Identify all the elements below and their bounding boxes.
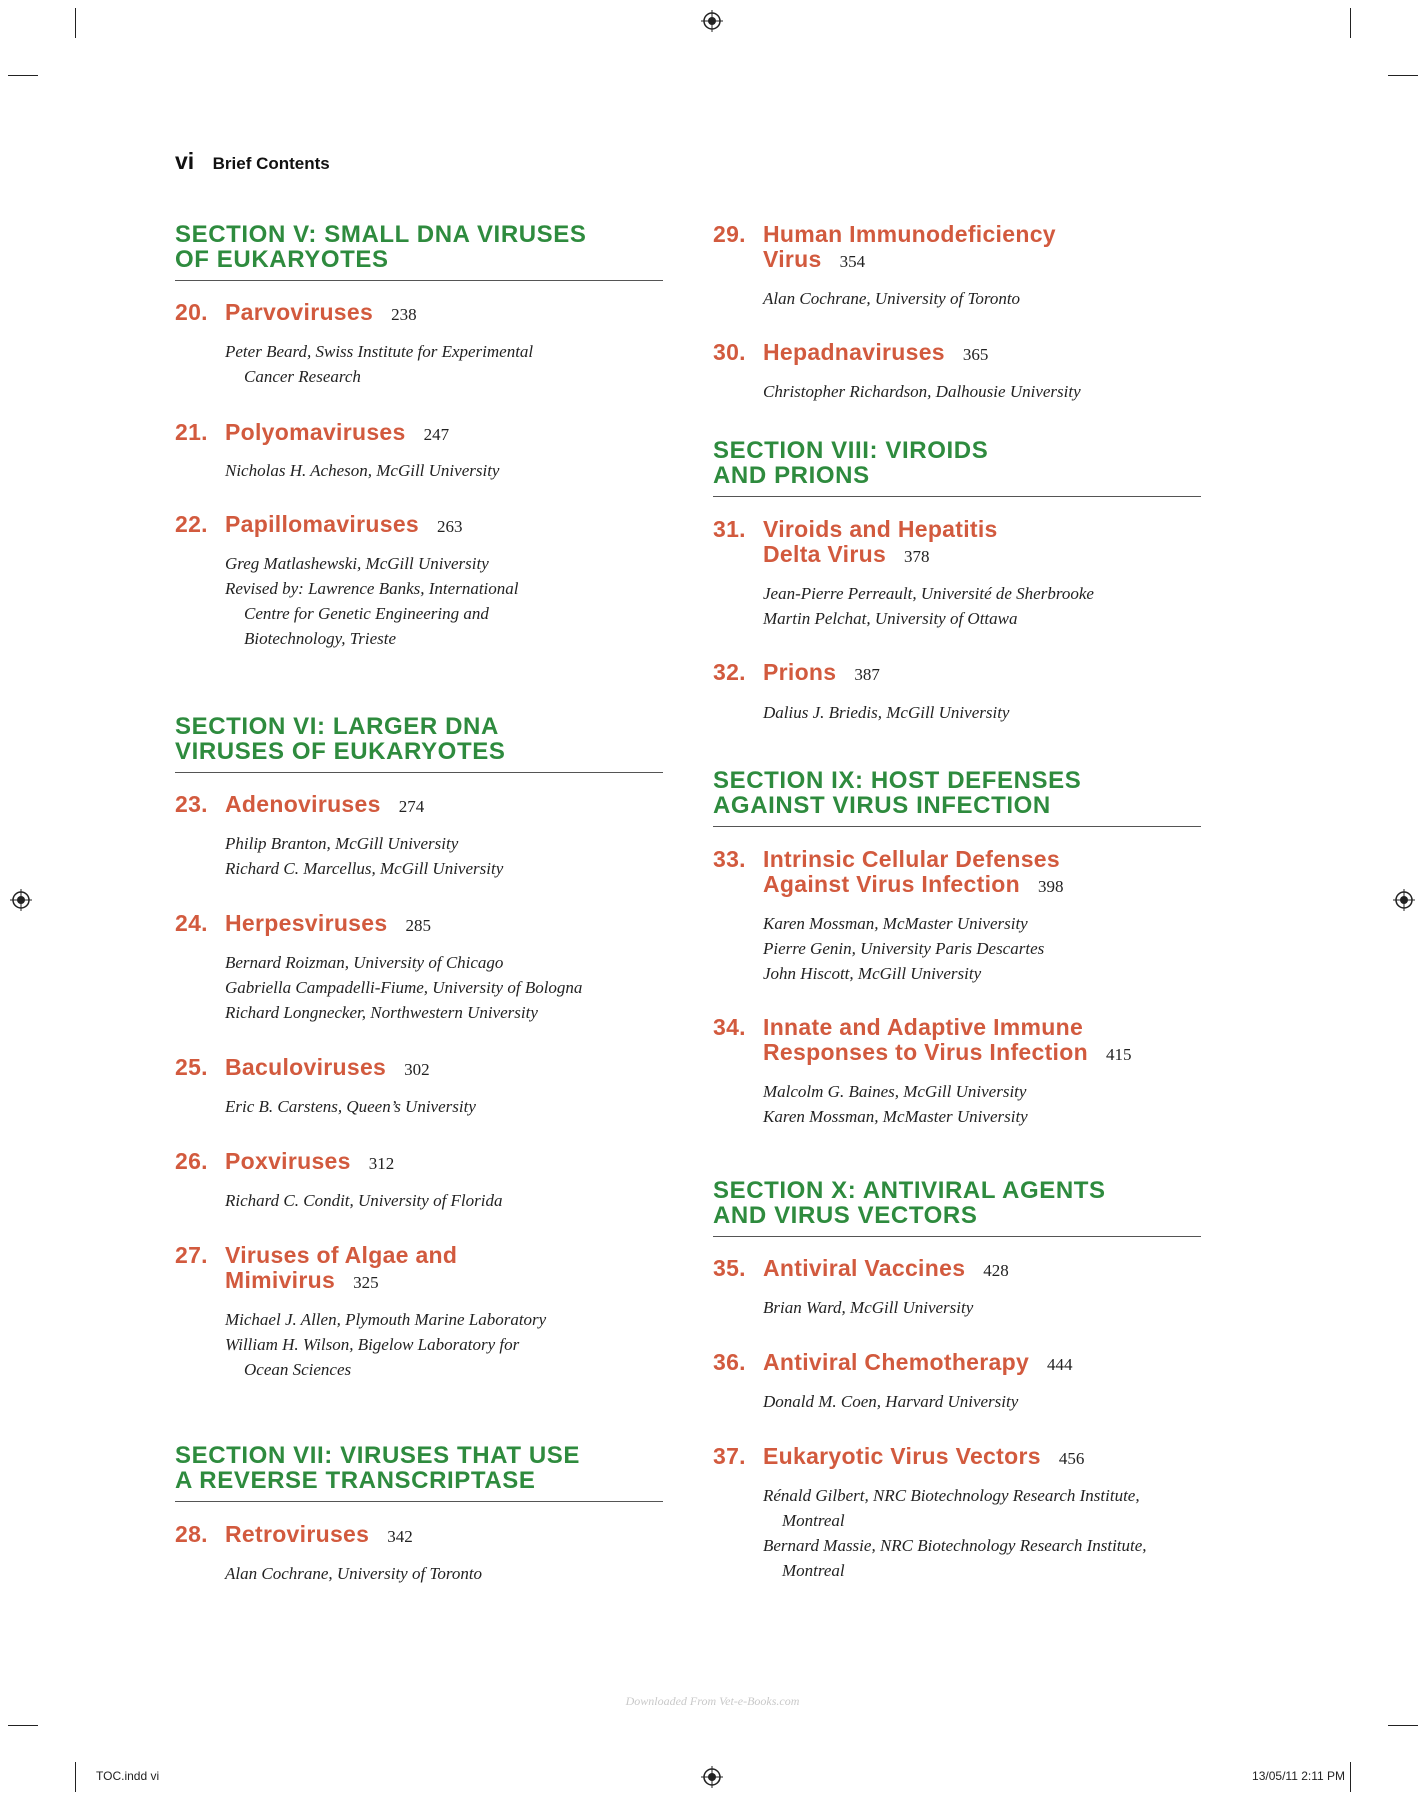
chapter-number: 32.	[713, 659, 746, 685]
chapter-title-cont: Virus	[763, 246, 822, 272]
chapter-number: 26.	[175, 1148, 208, 1174]
author-line: Richard C. Condit, University of Florida	[225, 1191, 503, 1210]
registration-mark-icon	[701, 1766, 723, 1788]
author-line: William H. Wilson, Bigelow Laboratory for	[225, 1335, 520, 1354]
author-line: Karen Mossman, McMaster University	[763, 914, 1028, 933]
chapter-27[interactable]	[175, 1243, 695, 1295]
author-line: Philip Branton, McGill University	[225, 834, 459, 853]
chapter-title: Antiviral Chemotherapy	[763, 1349, 1030, 1375]
chapter-22[interactable]	[175, 512, 695, 539]
chapter-29[interactable]	[713, 222, 1233, 274]
crop-mark	[1350, 1762, 1351, 1792]
chapter-number: 24.	[175, 910, 208, 936]
chapter-page: 354	[839, 252, 866, 271]
chapter-page: 387	[854, 665, 880, 684]
chapter-31-authors	[763, 581, 1203, 631]
crop-mark	[8, 75, 38, 76]
author-line: Martin Pelchat, University of Ottawa	[763, 609, 1018, 628]
author-line: Alan Cochrane, University of Toronto	[763, 289, 1021, 308]
section-heading-line: SECTION VIII: VIROIDS	[713, 437, 989, 464]
section-heading-line: A REVERSE TRANSCRIPTASE	[175, 1467, 536, 1494]
chapter-23[interactable]	[175, 792, 695, 819]
chapter-title: Eukaryotic Virus Vectors	[763, 1443, 1041, 1469]
section-heading-x	[713, 1178, 1201, 1237]
section-heading-line: SECTION IX: HOST DEFENSES	[713, 767, 1082, 794]
chapter-26[interactable]	[175, 1149, 695, 1176]
author-line: Biotechnology, Trieste	[244, 629, 397, 648]
crop-mark	[75, 1762, 76, 1792]
author-line: Richard Longnecker, Northwestern University	[225, 1003, 538, 1022]
section-heading-line: AND VIRUS VECTORS	[713, 1202, 978, 1229]
chapter-number: 35.	[713, 1255, 746, 1281]
page-number: vi	[175, 148, 195, 174]
author-line: Eric B. Carstens, Queen’s University	[225, 1097, 476, 1116]
chapter-page: 415	[1105, 1045, 1132, 1064]
chapter-20[interactable]	[175, 300, 695, 327]
section-heading-line: SECTION VII: VIRUSES THAT USE	[175, 1442, 580, 1469]
chapter-26-authors	[225, 1188, 665, 1213]
author-line: Greg Matlashewski, McGill University	[225, 554, 489, 573]
chapter-title: Papillomaviruses	[225, 511, 419, 537]
registration-mark-icon	[1393, 889, 1415, 911]
chapter-25-authors	[225, 1094, 665, 1119]
chapter-24-authors	[225, 950, 665, 1025]
chapter-title: Baculoviruses	[225, 1054, 387, 1080]
chapter-37-authors	[763, 1483, 1203, 1583]
author-line: Alan Cochrane, University of Toronto	[225, 1564, 483, 1583]
author-line: Karen Mossman, McMaster University	[763, 1107, 1028, 1126]
chapter-22-authors	[225, 551, 665, 651]
chapter-page: 325	[353, 1273, 379, 1292]
chapter-34-authors	[763, 1079, 1203, 1129]
chapter-37[interactable]	[713, 1444, 1233, 1471]
chapter-36-authors	[763, 1389, 1203, 1414]
chapter-number: 22.	[175, 511, 208, 537]
chapter-33[interactable]	[713, 847, 1233, 899]
chapter-21[interactable]	[175, 420, 695, 447]
chapter-32-authors	[763, 700, 1203, 725]
slug-file: TOC.indd vi	[96, 1769, 160, 1783]
author-line: Malcolm G. Baines, McGill University	[763, 1082, 1027, 1101]
chapter-number: 27.	[175, 1242, 208, 1268]
section-heading-line: SECTION V: SMALL DNA VIRUSES	[175, 221, 587, 248]
section-heading-line: SECTION X: ANTIVIRAL AGENTS	[713, 1177, 1106, 1204]
chapter-title: Prions	[763, 659, 837, 685]
chapter-page: 365	[962, 345, 989, 364]
chapter-35-authors	[763, 1295, 1203, 1320]
slug-date: 13/05/11 2:11 PM	[1252, 1769, 1345, 1783]
registration-mark-icon	[701, 10, 723, 32]
chapter-number: 23.	[175, 791, 208, 817]
chapter-page: 247	[423, 425, 450, 444]
author-line: Bernard Massie, NRC Biotechnology Research Institute,	[763, 1536, 1147, 1555]
section-heading-ix	[713, 768, 1201, 827]
chapter-32[interactable]	[713, 660, 1233, 687]
chapter-title: Antiviral Vaccines	[763, 1255, 966, 1281]
section-heading-line: OF EUKARYOTES	[175, 246, 389, 273]
chapter-35[interactable]	[713, 1256, 1233, 1283]
chapter-number: 28.	[175, 1521, 208, 1547]
watermark: Downloaded From Vet-e-Books.com	[625, 1694, 800, 1708]
chapter-title: Parvoviruses	[225, 299, 374, 325]
chapter-30-authors	[763, 379, 1203, 404]
chapter-page: 238	[391, 305, 417, 324]
chapter-page: 378	[904, 547, 930, 566]
author-line: Jean-Pierre Perreault, Université de Sherbrooke	[763, 584, 1094, 603]
chapter-31[interactable]	[713, 517, 1233, 569]
chapter-title: Hepadnaviruses	[763, 339, 945, 365]
author-line: Revised by: Lawrence Banks, International	[225, 579, 519, 598]
chapter-number: 30.	[713, 339, 746, 365]
chapter-21-authors	[225, 458, 665, 483]
author-line: Rénald Gilbert, NRC Biotechnology Research Institute,	[763, 1486, 1140, 1505]
author-line: Ocean Sciences	[244, 1360, 352, 1379]
chapter-title: Poxviruses	[225, 1148, 351, 1174]
chapter-page: 456	[1058, 1449, 1085, 1468]
chapter-number: 34.	[713, 1014, 746, 1040]
chapter-title-cont: Mimivirus	[225, 1267, 336, 1293]
chapter-34[interactable]	[713, 1015, 1233, 1067]
chapter-number: 21.	[175, 419, 208, 445]
crop-mark	[1350, 8, 1351, 38]
chapter-page: 302	[404, 1060, 430, 1079]
author-line: Pierre Genin, University Paris Descartes	[763, 939, 1045, 958]
author-line: Dalius J. Briedis, McGill University	[763, 703, 1010, 722]
chapter-title: Innate and Adaptive Immune	[763, 1014, 1084, 1040]
author-line: Cancer Research	[244, 367, 361, 386]
author-line: Peter Beard, Swiss Institute for Experimental	[225, 342, 534, 361]
chapter-number: 36.	[713, 1349, 746, 1375]
author-line: Donald M. Coen, Harvard University	[763, 1392, 1019, 1411]
chapter-30[interactable]	[713, 340, 1233, 367]
chapter-24[interactable]	[175, 911, 695, 938]
section-heading-viii	[713, 438, 1201, 497]
chapter-29-authors	[763, 286, 1203, 311]
chapter-number: 31.	[713, 516, 746, 542]
crop-mark	[75, 8, 76, 38]
crop-mark	[8, 1725, 38, 1726]
author-line: Montreal	[782, 1511, 845, 1530]
chapter-title-cont: Delta Virus	[763, 541, 887, 567]
chapter-title: Intrinsic Cellular Defenses	[763, 846, 1060, 872]
chapter-20-authors	[225, 339, 665, 389]
chapter-27-authors	[225, 1307, 665, 1382]
author-line: Christopher Richardson, Dalhousie University	[763, 382, 1081, 401]
author-line: Centre for Genetic Engineering and	[244, 604, 489, 623]
author-line: Bernard Roizman, University of Chicago	[225, 953, 504, 972]
section-heading-line: SECTION VI: LARGER DNA	[175, 713, 499, 740]
chapter-title: Herpesviruses	[225, 910, 388, 936]
chapter-36[interactable]	[713, 1350, 1233, 1377]
chapter-title: Polyomaviruses	[225, 419, 406, 445]
chapter-28[interactable]	[175, 1522, 695, 1549]
chapter-title-cont: Against Virus Infection	[763, 871, 1020, 897]
chapter-page: 263	[437, 517, 463, 536]
section-heading-line: VIRUSES OF EUKARYOTES	[175, 738, 506, 765]
crop-mark	[1388, 75, 1418, 76]
author-line: Richard C. Marcellus, McGill University	[225, 859, 504, 878]
chapter-28-authors	[225, 1561, 665, 1586]
chapter-page: 312	[368, 1154, 395, 1173]
chapter-number: 20.	[175, 299, 208, 325]
chapter-title: Retroviruses	[225, 1521, 370, 1547]
author-line: Nicholas H. Acheson, McGill University	[225, 461, 500, 480]
chapter-number: 25.	[175, 1054, 208, 1080]
running-head	[175, 148, 330, 175]
section-heading-line: AGAINST VIRUS INFECTION	[713, 792, 1051, 819]
chapter-number: 37.	[713, 1443, 746, 1469]
registration-mark-icon	[10, 889, 32, 911]
chapter-title: Viruses of Algae and	[225, 1242, 458, 1268]
section-heading-vi	[175, 714, 663, 773]
section-heading-v	[175, 222, 663, 281]
crop-mark	[1388, 1725, 1418, 1726]
chapter-page: 342	[387, 1527, 413, 1546]
chapter-33-authors	[763, 911, 1203, 986]
author-line: Brian Ward, McGill University	[763, 1298, 974, 1317]
chapter-page: 398	[1037, 877, 1064, 896]
author-line: John Hiscott, McGill University	[763, 964, 982, 983]
chapter-25[interactable]	[175, 1055, 695, 1082]
chapter-number: 33.	[713, 846, 746, 872]
chapter-23-authors	[225, 831, 665, 881]
chapter-title-cont: Responses to Virus Infection	[763, 1039, 1088, 1065]
chapter-title: Human Immunodeficiency	[763, 221, 1056, 247]
chapter-title: Viroids and Hepatitis	[763, 516, 998, 542]
author-line: Gabriella Campadelli-Fiume, University of Bologna	[225, 978, 583, 997]
chapter-title: Adenoviruses	[225, 791, 381, 817]
running-title: Brief Contents	[212, 154, 330, 173]
chapter-page: 285	[405, 916, 431, 935]
chapter-page: 444	[1047, 1355, 1073, 1374]
section-heading-vii	[175, 1443, 663, 1502]
section-heading-line: AND PRIONS	[713, 462, 870, 489]
chapter-page: 274	[398, 797, 425, 816]
author-line: Montreal	[782, 1561, 845, 1580]
chapter-number: 29.	[713, 221, 746, 247]
author-line: Michael J. Allen, Plymouth Marine Laboratory	[225, 1310, 547, 1329]
chapter-page: 428	[983, 1261, 1009, 1280]
